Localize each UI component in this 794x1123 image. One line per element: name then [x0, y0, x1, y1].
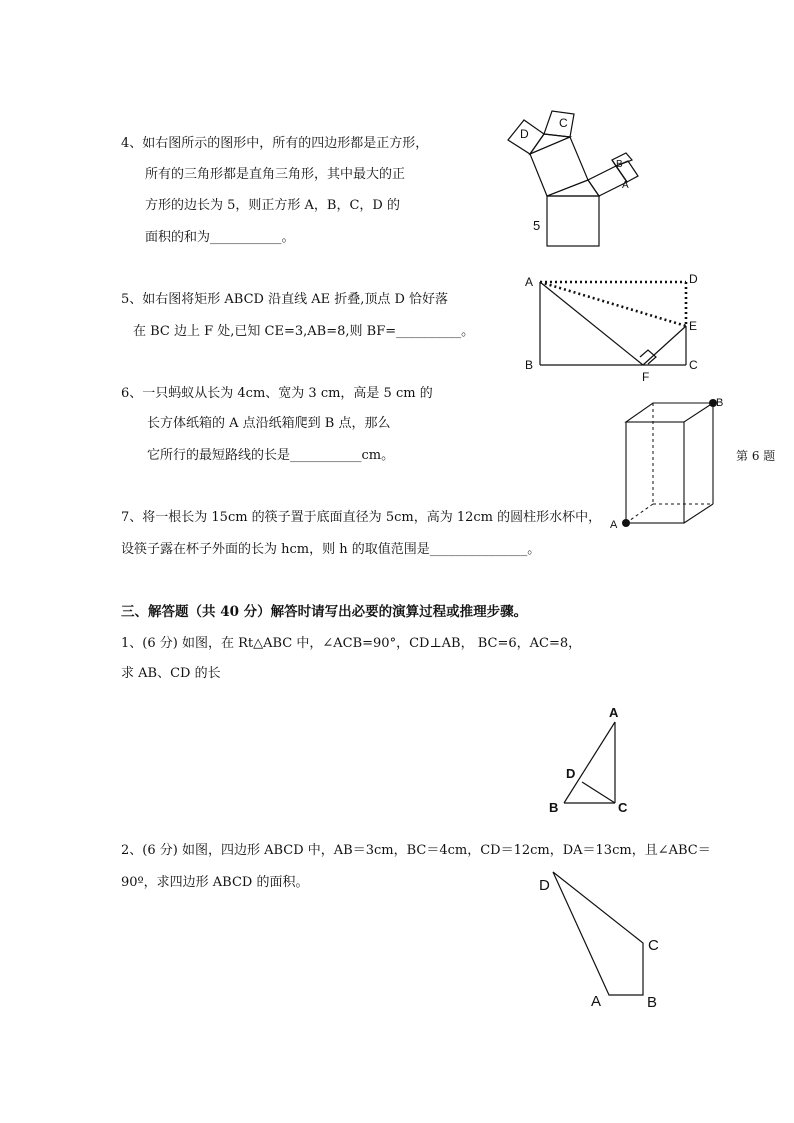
q4-line-2: 所有的三角形都是直角三角形，其中最大的正 [145, 167, 406, 182]
p2-quadrilateral-figure [530, 860, 670, 1015]
label-A: A [525, 275, 534, 289]
q5-line-1: 5、如右图将矩形 ABCD 沿直线 AE 折叠,顶点 D 恰好落 [121, 292, 449, 307]
q7-line-2: 设筷子露在杯子外面的长为 hcm，则 h 的取值范围是_______________。 [121, 542, 541, 557]
point-A [622, 519, 630, 527]
label-B: B [549, 800, 559, 815]
label-E: E [689, 319, 698, 333]
label-B: B [616, 159, 623, 170]
label-A: A [622, 180, 629, 191]
label-C: C [618, 800, 628, 815]
q5-rectangle-figure [518, 268, 708, 386]
q4-line-1: 4、如右图所示的图形中，所有的四边形都是正方形， [121, 136, 429, 151]
label-B: B [716, 397, 724, 409]
q4-line-4: 面积的和为___________。 [145, 230, 295, 245]
label-A: A [591, 993, 602, 1010]
p1-line-2: 求 AB、CD 的长 [121, 666, 221, 681]
label-A: A [609, 705, 619, 720]
q6-caption: 第 6 题 [736, 449, 776, 463]
p1-line-1: 1、(6 分) 如图，在 Rt△ABC 中，∠ACB=90°，CD⊥AB， BC=6，AC=8， [121, 636, 582, 651]
q6-line-2: 长方体纸箱的 A 点沿纸箱爬到 B 点，那么 [147, 416, 391, 431]
label-C: C [648, 937, 659, 954]
q4-line-3: 方形的边长为 5，则正方形 A，B，C，D 的 [145, 198, 400, 213]
label-D: D [539, 877, 550, 894]
label-D: D [520, 127, 529, 141]
p1-triangle-figure [540, 700, 650, 818]
left-leg-square [530, 137, 588, 196]
q6-line-3: 它所行的最短路线的长是___________cm。 [147, 448, 395, 463]
section-3-title: 三、解答题（共 40 分）解答时请写出必要的演算过程或推理步骤。 [121, 604, 528, 620]
label-D: D [566, 766, 576, 781]
q4-squares-figure [490, 100, 650, 255]
p2-line-1: 2、(6 分) 如图，四边形 ABCD 中，AB＝3cm，BC＝4cm，CD＝12cm，DA＝13cm，且∠ABC＝ [121, 843, 711, 858]
label-D: D [689, 272, 698, 286]
q6-line-1: 6、一只蚂蚁从长为 4cm、宽为 3 cm，高是 5 cm 的 [121, 386, 433, 401]
q7-line-1: 7、将一根长为 15cm 的筷子置于底面直径为 5cm，高为 12cm 的圆柱形水杯中， [121, 510, 602, 525]
label-B: B [647, 994, 658, 1011]
label-F: F [642, 370, 650, 384]
p2-line-2: 90º，求四边形 ABCD 的面积。 [121, 875, 309, 890]
largest-square [547, 196, 599, 246]
label-A: A [610, 519, 618, 531]
label-C: C [559, 116, 568, 130]
label-side-5: 5 [533, 218, 541, 233]
q6-box-figure [600, 390, 730, 535]
label-C: C [689, 358, 698, 372]
q5-line-2: 在 BC 边上 F 处,已知 CE=3,AB=8,则 BF=__________。 [133, 324, 475, 339]
label-B: B [525, 358, 534, 372]
